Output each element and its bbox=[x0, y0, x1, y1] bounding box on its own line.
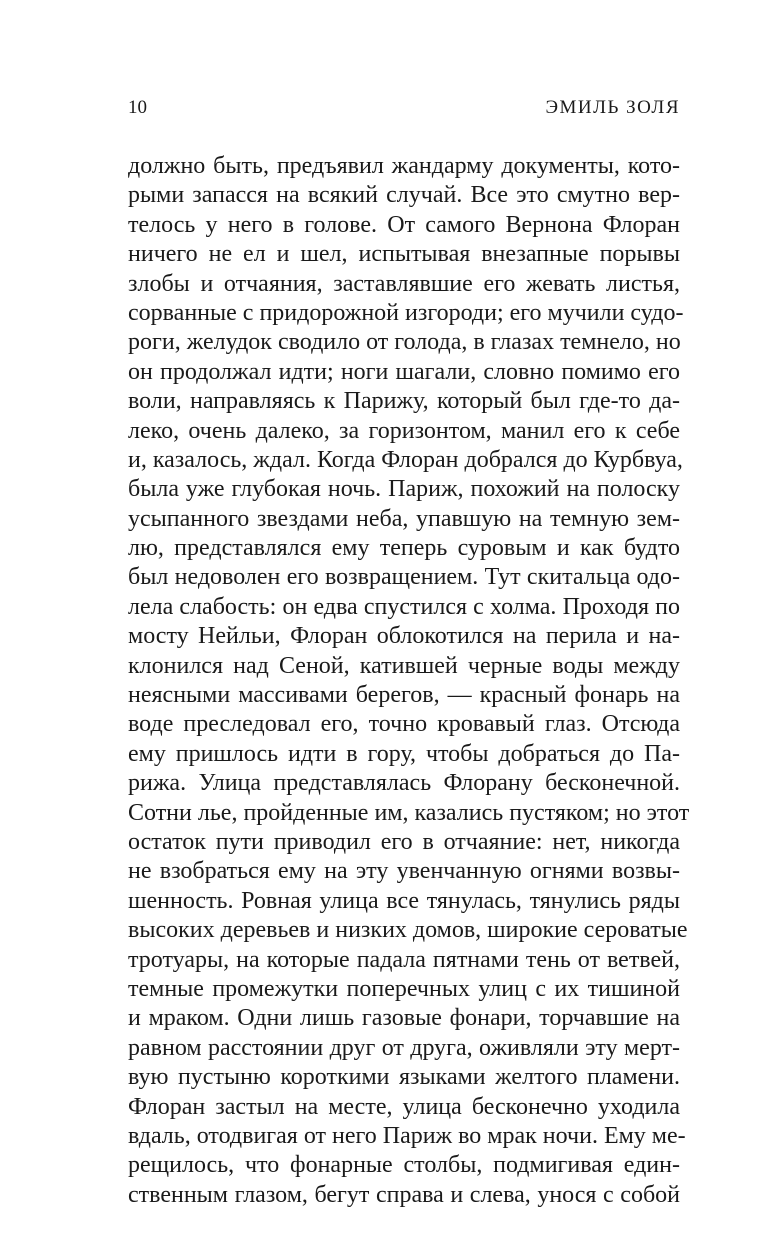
text-line: темные промежутки поперечных улиц с их тишиной bbox=[128, 975, 680, 1002]
running-head bbox=[128, 97, 680, 127]
text-line: усыпанного звездами неба, упавшую на темную зем- bbox=[128, 505, 680, 532]
text-line: телось у него в голове. От самого Вернона Флоран bbox=[128, 211, 680, 238]
text-line: леко, очень далеко, за горизонтом, манил его к себе bbox=[128, 417, 680, 444]
text-line: воде преследовал его, точно кровавый глаз. Отсюда bbox=[128, 711, 680, 738]
text-line: был недоволен его возвращением. Тут скитальца одо- bbox=[128, 564, 680, 591]
text-line: была уже глубокая ночь. Париж, похожий на полоску bbox=[128, 476, 680, 503]
text-line: остаток пути приводил его в отчаяние: нет, никогда bbox=[128, 828, 680, 855]
text-line: рещилось, что фонарные столбы, подмигивая един- bbox=[128, 1152, 680, 1179]
text-line: не взобраться ему на эту увенчанную огнями возвы- bbox=[128, 858, 680, 885]
text-line: Сотни лье, пройденные им, казались пустяком; но этот bbox=[128, 799, 690, 826]
text-line: равном расстоянии друг от друга, оживляли эту мерт- bbox=[128, 1034, 680, 1061]
text-line: и мраком. Одни лишь газовые фонари, торчавшие на bbox=[128, 1005, 680, 1032]
text-line: шенность. Ровная улица все тянулась, тянулись ряды bbox=[128, 887, 680, 914]
text-line: неясными массивами берегов, — красный фонарь на bbox=[128, 682, 680, 709]
body-text bbox=[128, 152, 690, 1210]
text-line: Флоран застыл на месте, улица бесконечно уходила bbox=[128, 1093, 680, 1120]
text-line: высоких деревьев и низких домов, широкие сероватые bbox=[128, 917, 688, 944]
text-line: лела слабость: он едва спустился с холма. Проходя по bbox=[128, 593, 680, 620]
text-line: злобы и отчаяния, заставлявшие его жевать листья, bbox=[128, 270, 680, 297]
text-line: воли, направляясь к Парижу, который был где-то да- bbox=[128, 388, 680, 415]
text-line: ему пришлось идти в гору, чтобы добраться до Па- bbox=[128, 740, 680, 767]
text-line: мосту Нейльи, Флоран облокотился на перила и на- bbox=[128, 623, 680, 650]
text-line: вую пустыню короткими языками желтого пламени. bbox=[128, 1064, 680, 1091]
text-line: лю, представлялся ему теперь суровым и как будто bbox=[128, 535, 680, 562]
page-number: 10 bbox=[128, 97, 147, 118]
text-line: роги, желудок сводило от голода, в глазах темнело, но bbox=[128, 329, 681, 356]
text-line: он продолжал идти; ноги шагали, словно помимо его bbox=[128, 358, 680, 385]
text-line: тротуары, на которые падала пятнами тень от ветвей, bbox=[128, 946, 680, 973]
text-line: ничего не ел и шел, испытывая внезапные порывы bbox=[128, 241, 680, 268]
text-line: вдаль, отодвигая от него Париж во мрак ночи. Ему ме- bbox=[128, 1122, 686, 1149]
text-line: клонился над Сеной, катившей черные воды между bbox=[128, 652, 680, 679]
text-line: сорванные с придорожной изгороди; его мучили судо- bbox=[128, 299, 684, 326]
text-line: рижа. Улица представлялась Флорану бесконечной. bbox=[128, 770, 680, 797]
author-name: ЭМИЛЬ ЗОЛЯ bbox=[545, 97, 680, 118]
text-line: должно быть, предъявил жандарму документы, кото- bbox=[128, 153, 680, 179]
text-line: и, казалось, ждал. Когда Флоран добрался до Курбвуа, bbox=[128, 446, 683, 473]
text-line: ственным глазом, бегут справа и слева, унося с собой bbox=[128, 1181, 680, 1208]
text-line: рыми запасся на всякий случай. Все это смутно вер- bbox=[128, 182, 680, 209]
